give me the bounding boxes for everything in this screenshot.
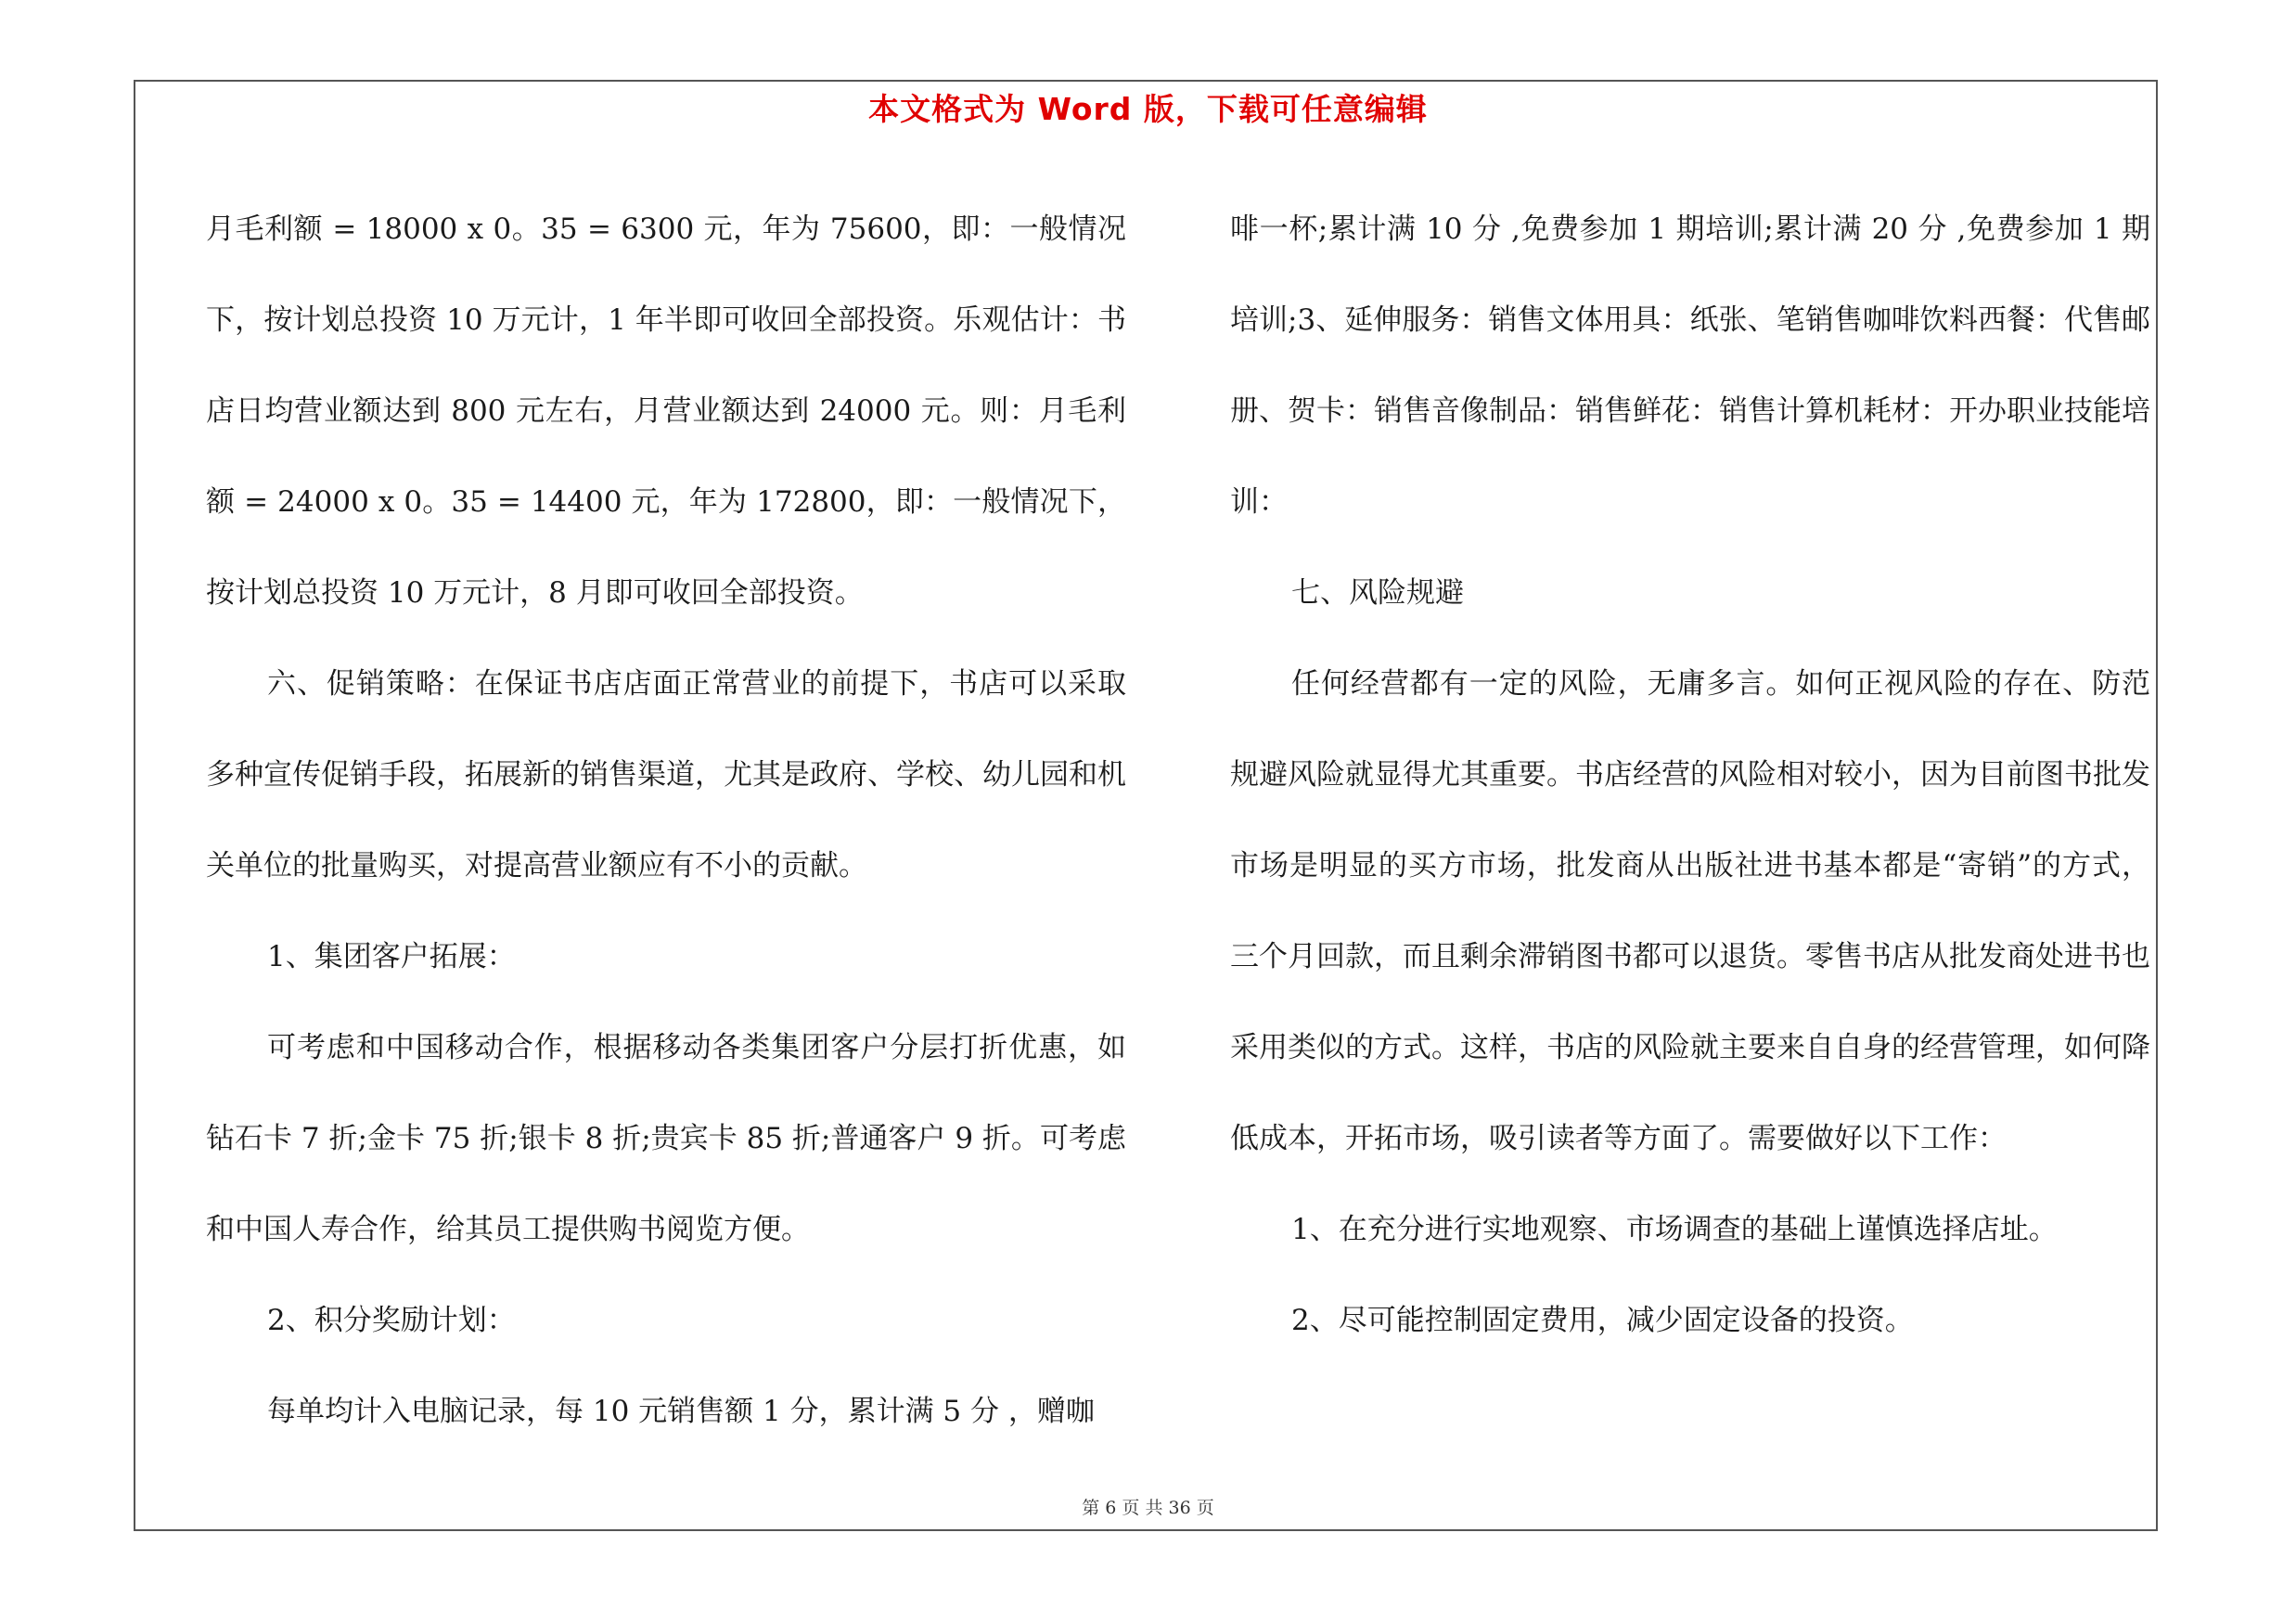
heading-risk-avoidance: 七、风险规避 bbox=[1291, 576, 1464, 610]
paragraph-promotion-strategy: 六、促销策略：在保证书店店面正常营业的前提下，书店可以采取多种宣传促销手段，拓展新的销售渠道，尤其是政府、学校、幼儿园和机关单位的批量购买，对提高营业额应有不小的贡献。 bbox=[206, 667, 1126, 882]
paragraph-group-clients: 可考虑和中国移动合作，根据移动各类集团客户分层打折优惠，如钻石卡 7 折;金卡 75 折;银卡 8 折;贵宾卡 85 折;普通客户 9 折。可考虑和中国人寿合作，给其员工提供购书阅览方便。 bbox=[206, 1031, 1126, 1246]
page-number: 第 6 页 共 36 页 bbox=[1082, 1498, 1214, 1518]
paragraph-profit-estimate: 月毛利额 = 18000 x 0。35 = 6300 元，年为 75600，即：一般情况下，按计划总投资 10 万元计，1 年半即可收回全部投资。乐观估计：书店日均营业额达到 800 元左右，月营业额达到 24000 元。则：月毛利额 = 24000 x 0。35 = 14400 元，年为 172800，即：一般情况下，按计划总投资 10 万元计，8 月即可收回全部投资。 bbox=[206, 213, 1126, 610]
heading-group-clients: 1、集团客户拓展： bbox=[267, 940, 516, 973]
right-column bbox=[1230, 184, 2150, 1366]
document-banner: 本文格式为 Word 版，下载可任意编辑 bbox=[868, 91, 1428, 127]
list-item-fixed-costs: 2、尽可能控制固定费用，减少固定设备的投资。 bbox=[1291, 1304, 1914, 1337]
paragraph-points-continued: 啡一杯;累计满 10 分 ,免费参加 1 期培训;累计满 20 分 ,免费参加 1 期培训;3、延伸服务：销售文体用具：纸张、笔销售咖啡饮料西餐：代售邮册、贺卡：销售音像制品：销售鲜花：销售计算机耗材：开办职业技能培训： bbox=[1230, 213, 2150, 519]
list-item-site-selection: 1、在充分进行实地观察、市场调查的基础上谨慎选择店址。 bbox=[1291, 1213, 2058, 1246]
left-column bbox=[206, 184, 1126, 1457]
heading-points-reward: 2、积分奖励计划： bbox=[267, 1304, 516, 1337]
paragraph-risk-avoidance: 任何经营都有一定的风险，无庸多言。如何正视风险的存在、防范规避风险就显得尤其重要。书店经营的风险相对较小，因为目前图书批发市场是明显的买方市场，批发商从出版社进书基本都是“寄销”的方式，三个月回款，而且剩余滞销图书都可以退货。零售书店从批发商处进书也采用类似的方式。这样，书店的风险就主要来自自身的经营管理，如何降低成本，开拓市场，吸引读者等方面了。需要做好以下工作： bbox=[1230, 667, 2150, 1155]
paragraph-points-reward: 每单均计入电脑记录，每 10 元销售额 1 分，累计满 5 分 ，赠咖 bbox=[267, 1395, 1095, 1428]
